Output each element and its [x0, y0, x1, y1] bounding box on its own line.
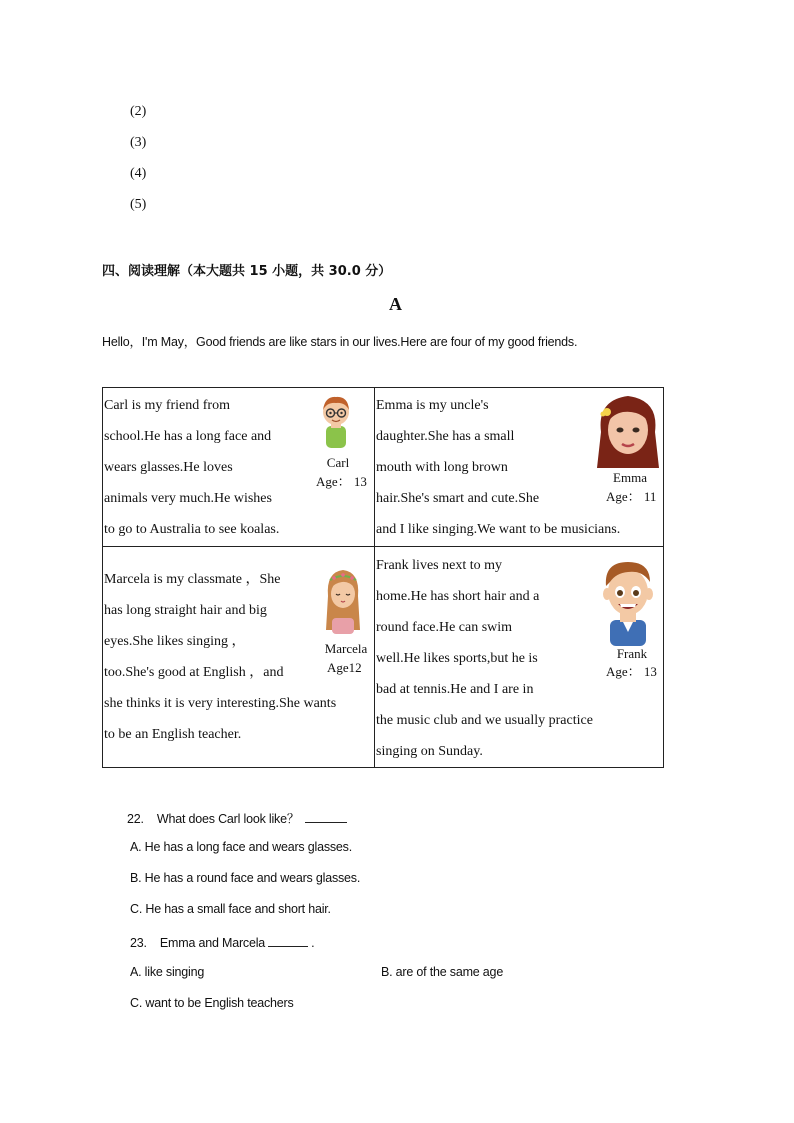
marcela-line: to be an English teacher. — [104, 727, 242, 742]
carl-line: wears glasses.He loves — [104, 460, 233, 475]
marcela-avatar-icon — [322, 566, 364, 636]
frank-line: the music club and we usually practice — [376, 713, 593, 728]
question-text-before: Emma and Marcela — [159, 936, 266, 950]
carl-line: school.He has a long face and — [104, 429, 272, 444]
option-22-c: C. He has a small face and short hair. — [130, 902, 331, 916]
question-number: 22. — [127, 812, 144, 826]
option-23-b: B. are of the same age — [381, 965, 504, 979]
emma-line: daughter.She has a small — [376, 429, 515, 444]
emma-line: and I like singing.We want to be musicians. — [376, 522, 621, 537]
answer-number-5: (5) — [130, 197, 147, 212]
carl-avatar-icon — [315, 392, 357, 450]
frank-age: Age： 13 — [606, 664, 657, 679]
emma-line: mouth with long brown — [376, 460, 508, 475]
answer-blank[interactable] — [305, 810, 347, 823]
question-23 — [130, 934, 314, 950]
emma-name: Emma — [613, 470, 647, 485]
emma-age: Age： 11 — [606, 489, 657, 504]
frank-line: bad at tennis.He and I are in — [376, 682, 534, 697]
answer-blank[interactable] — [268, 934, 308, 947]
emma-line: hair.She's smart and cute.She — [376, 491, 540, 506]
passage-intro: Hello，I'm May，Good friends are like stars in our lives.Here are four of my good friends. — [102, 335, 578, 349]
frank-line: singing on Sunday. — [376, 744, 483, 759]
question-22 — [127, 809, 347, 827]
question-number: 23. — [130, 936, 147, 950]
question-text: What does Carl look like？ — [156, 812, 300, 826]
carl-name: Carl — [326, 455, 350, 470]
marcela-line: eyes.She likes singing ， — [104, 634, 246, 649]
frank-name: Frank — [616, 646, 648, 661]
emma-line: Emma is my uncle's — [376, 398, 489, 413]
frank-avatar-icon — [598, 556, 658, 646]
emma-avatar-icon — [593, 392, 663, 470]
option-23-a: A. like singing — [130, 965, 205, 979]
marcela-line: she thinks it is very interesting.She wants — [104, 696, 337, 711]
question-text-after: . — [311, 936, 315, 950]
carl-description — [104, 390, 279, 545]
option-23-c: C. want to be English teachers — [130, 996, 294, 1010]
option-22-a: A. He has a long face and wears glasses. — [130, 840, 352, 854]
marcela-name: Marcela — [324, 641, 368, 656]
carl-line: animals very much.He wishes — [104, 491, 272, 506]
carl-line: to go to Australia to see koalas. — [104, 522, 280, 537]
answer-number-3: (3) — [130, 135, 147, 150]
option-22-b: B. He has a round face and wears glasses. — [130, 871, 361, 885]
marcela-line: has long straight hair and big — [104, 603, 267, 618]
answer-number-4: (4) — [130, 166, 147, 181]
frank-description — [376, 550, 593, 767]
answer-number-2: (2) — [130, 104, 147, 119]
section-title: 四、阅读理解（本大题共 15 小题，共 30.0 分） — [102, 264, 392, 279]
passage-label: A — [389, 294, 402, 314]
table-divider-vertical — [374, 387, 375, 768]
frank-line: round face.He can swim — [376, 620, 513, 635]
marcela-line: Marcela is my classmate ，She — [104, 572, 281, 587]
carl-age: Age： 13 — [316, 474, 367, 489]
carl-line: Carl is my friend from — [104, 398, 230, 413]
frank-line: well.He likes sports,but he is — [376, 651, 538, 666]
marcela-age: Age12 — [327, 660, 362, 675]
emma-description — [376, 390, 620, 545]
frank-line: home.He has short hair and a — [376, 589, 540, 604]
marcela-description — [104, 564, 336, 750]
table-divider-horizontal — [102, 546, 664, 547]
marcela-line: too.She's good at English ，and — [104, 665, 284, 680]
frank-line: Frank lives next to my — [376, 558, 502, 573]
